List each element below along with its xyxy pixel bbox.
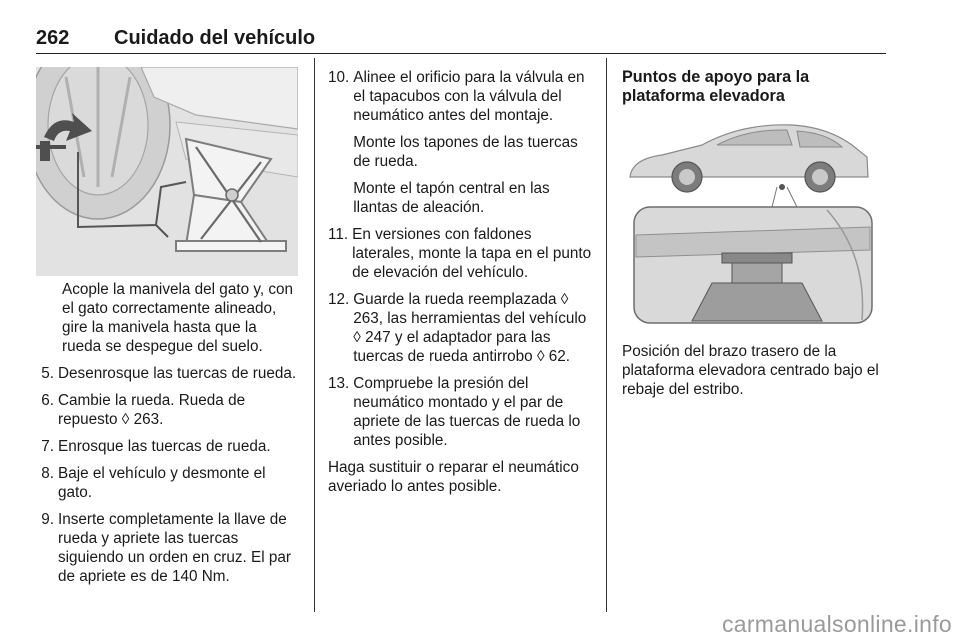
column-2 — [328, 68, 594, 496]
figure-caption: Posición del brazo trasero de la plataforma elevadora centrado bajo el rebaje del estribo. — [622, 343, 879, 398]
step-4-continuation: Acople la manivela del gato y, con el gato correctamente alineado, gire la manivela hasta que la rueda se despegue del suelo. — [62, 281, 294, 355]
page-number: 262 — [36, 27, 70, 49]
page-title: Cuidado del vehículo — [114, 27, 316, 49]
column-divider — [314, 58, 315, 612]
jack-illustration — [36, 67, 298, 276]
list-item: 11. En versiones con faldones laterales, monte la tapa en el punto de elevación del vehículo. — [328, 226, 592, 281]
list-item: 5. Desenrosque las tuercas de rueda. — [41, 365, 297, 382]
list-item: 12. Guarde la rueda reemplazada ◊ 263, las herramientas del vehículo ◊ 247 y el adaptador para las tuercas de rueda antirrobo ◊ 62. — [328, 291, 587, 365]
jack-drawing — [36, 67, 298, 276]
list-item: 8. Baje el vehículo y desmonte el gato. — [41, 465, 266, 501]
section-title: Puntos de apoyo para la plataforma elevadora — [622, 68, 810, 105]
list-item: 9. Inserte completamente la llave de rueda y apriete las tuercas siguiendo un orden en cruz. El par de apriete es de 140 Nm. — [41, 511, 292, 585]
lift-illustration — [622, 115, 884, 325]
lift-drawing — [622, 115, 884, 325]
list-item: 13. Compruebe la presión del neumático montado y el par de apriete de las tuercas de rueda lo antes posible. — [328, 375, 581, 449]
list-item: 6. Cambie la rueda. Rueda de repuesto ◊ 263. — [41, 392, 246, 428]
list-item: 10. Alinee el orificio para la válvula en el tapacubos con la válvula del neumático antes del montaje. Monte los tapones de las tuercas de rueda. Monte el tapón central en las llantas de aleación. — [328, 69, 585, 216]
page-header — [36, 24, 886, 54]
list-item: 7. Enrosque las tuercas de rueda. — [41, 438, 271, 455]
column-divider — [606, 58, 607, 612]
column-1 — [36, 280, 300, 594]
watermark: carmanualsonline.info — [721, 611, 952, 637]
closing-paragraph: Haga sustituir o reparar el neumático averiado lo antes posible. — [328, 459, 579, 495]
column-3 — [622, 68, 888, 106]
